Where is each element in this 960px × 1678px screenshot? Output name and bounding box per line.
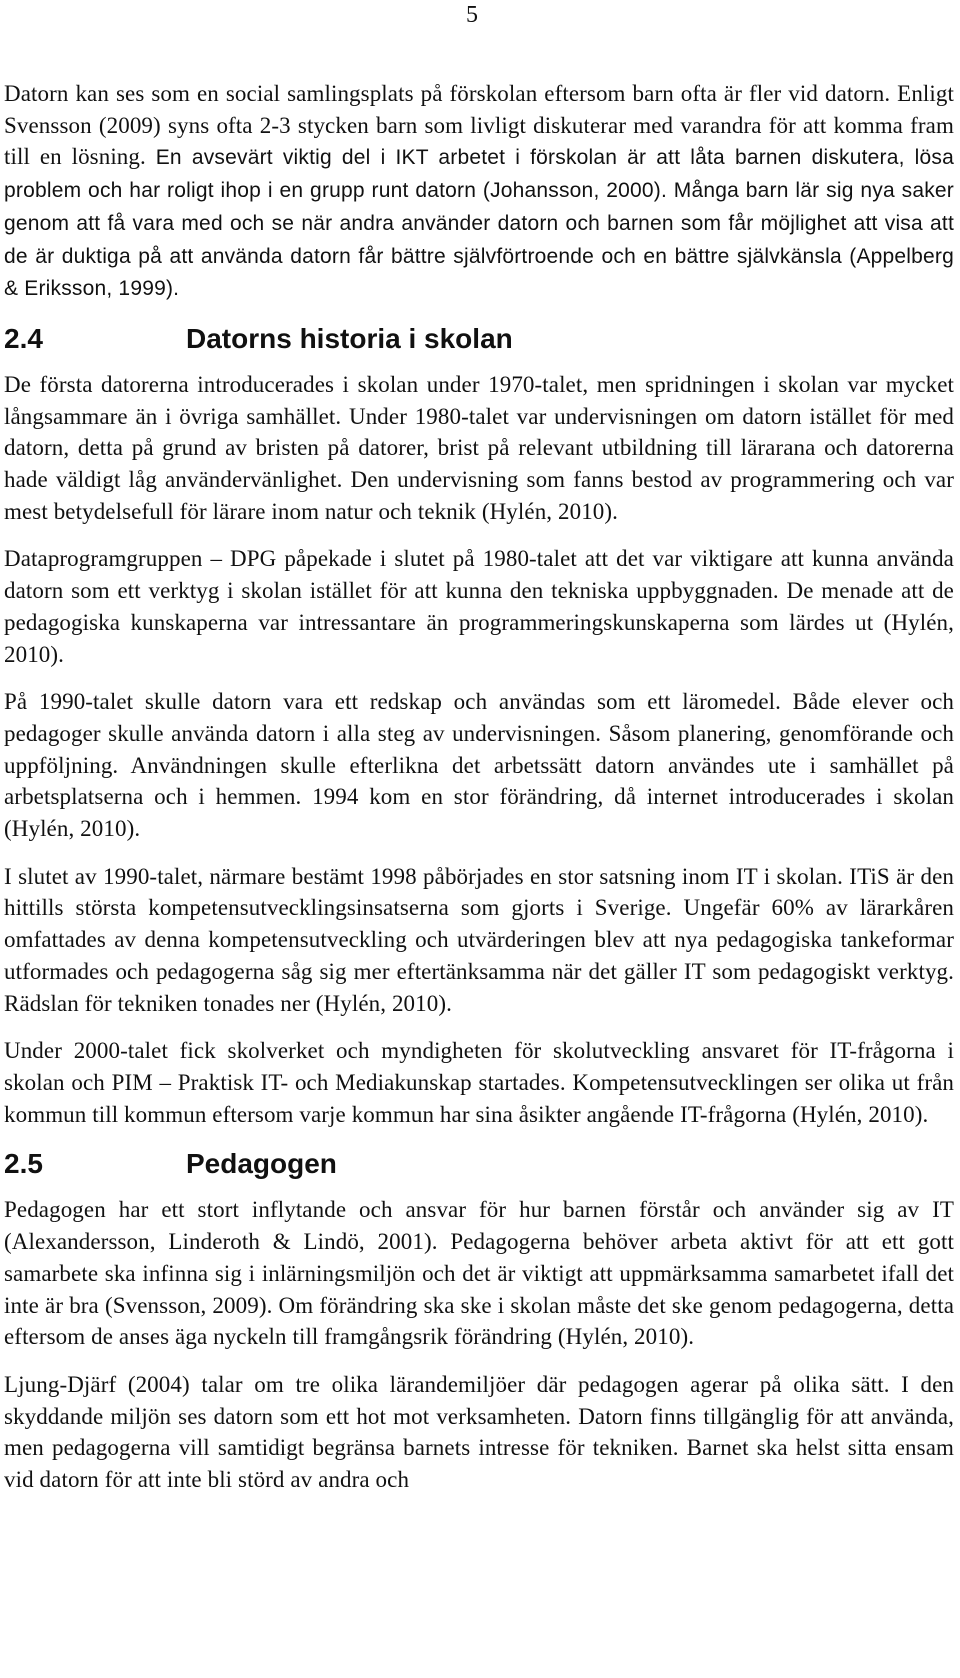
- section-heading-2-4: [4, 321, 954, 357]
- paragraph-dpg: Dataprogramgruppen – DPG påpekade i slutet på 1980-talet att det var viktigare att kunna använda datorn som ett verktyg i skolan istället för att kunna den tekniska uppbyggnaden. De menade att de pedagogiska kunskaperna var intressantare än programmeringskunskaperna som lärdes ut (Hylén, 2010).: [4, 546, 954, 667]
- page-number: 5: [466, 2, 478, 28]
- paragraph-pedagogen: Pedagogen har ett stort inflytande och ansvar för hur barnen förstår och använder sig av IT (Alexandersson, Linderoth & Lindö, 2001). Pedagogerna behöver arbeta aktivt för att ett gott samarbete ska infinna sig i inlärningsmiljön och det är viktigt att uppmärksamma samarbetet ifall det inte är bra (Svensson, 2009). Om förändring ska ske i skolan måste det ske genom pedagogerna, detta eftersom de anses äga nyckeln till framgångsrik förändring (Hylén, 2010).: [4, 1197, 954, 1350]
- section-number: 2.4: [4, 322, 43, 354]
- section-number: 2.5: [4, 1148, 43, 1180]
- paragraph-1970s-1980s: De första datorerna introducerades i skolan under 1970-talet, men spridningen i skolan var mycket långsammare än i övriga samhället. Under 1980-talet var undervisningen om datorn istället för med datorn, detta på grund av bristen på datorer, brist på relevant utbildning till lärarana och datorerna hade väldigt låg användervänlighet. Den undervisning som fanns bestod av programmering och var mest betydelsefull för lärare inom natur och teknik (Hylén, 2010).: [4, 371, 954, 524]
- paragraph-1990s: På 1990-talet skulle datorn vara ett redskap och användas som ett läromedel. Både elever och pedagoger skulle använda datorn i alla steg av undervisningen. Såsom planering, genomförande och uppföljning. Användningen skulle efterlikna det arbetssätt datorn användes ute i samhället på arbetsplatserna och i hemmen. 1994 kom en stor förändring, då internet introducerades i skolan (Hylén, 2010).: [4, 689, 954, 842]
- intro-paragraph: [4, 78, 954, 305]
- paragraph-2000s: Under 2000-talet fick skolverket och myndigheten för skolutveckling ansvaret för IT-frågorna i skolan och PIM – Praktisk IT- och Mediakunskap startades. Kompetensutvecklingen ser olika ut från kommun till kommun eftersom varje kommun har sina åsikter angående IT-frågorna (Hylén, 2010).: [4, 1038, 954, 1127]
- page-content: [4, 78, 954, 1512]
- section-title: Pedagogen: [186, 1148, 337, 1180]
- section-heading-2-5: [4, 1146, 954, 1182]
- paragraph-ljung-djarf: Ljung-Djärf (2004) talar om tre olika lärandemiljöer där pedagogen agerar på olika sätt. I den skyddande miljön ses datorn som ett hot mot verksamheten. Datorn finns tillgänglig för att använda, men pedagogerna vill samtidigt begränsa barnets intresse för tekniken. Barnet ska helst sitta ensam vid datorn för att inte bli störd av andra och: [4, 1371, 954, 1493]
- intro-text-part1: Datorn kan ses som en social samlingsplats på förskolan eftersom barn ofta är fler vid datorn. Enligt Svensson (2009) syns ofta 2-3 stycken barn som livligt diskuterar med varandra för att komma fram till en lösning.: [4, 81, 954, 170]
- intro-text-part2: En avsevärt viktig del i IKT arbetet i förskolan är att låta barnen diskutera, lösa problem och har roligt ihop i en grupp runt datorn (Johansson, 2000). Många barn lär sig nya saker genom att få vara med och se när andra använder datorn och barnen som får möjlighet att visa att de är duktiga på att använda datorn får bättre självförtroende och en bättre självkänsla (Appelberg & Eriksson, 1999).: [4, 146, 955, 301]
- paragraph-itis: I slutet av 1990-talet, närmare bestämt 1998 påbörjades en stor satsning inom IT i skolan. ITiS är den hittills största kompetensutvecklingsinsatserna som gjorts i Sverige. Ungefär 60% av lärarkåren omfattades av denna kompetensutveckling och utvärderingen blev att nya pedagogiska tankeformar utformades och pedagogerna såg sig mer eftertänksamma när det gäller IT som pedagogiskt verktyg. Rädslan för tekniken tonades ner (Hylén, 2010).: [4, 863, 954, 1016]
- section-title: Datorns historia i skolan: [186, 322, 513, 354]
